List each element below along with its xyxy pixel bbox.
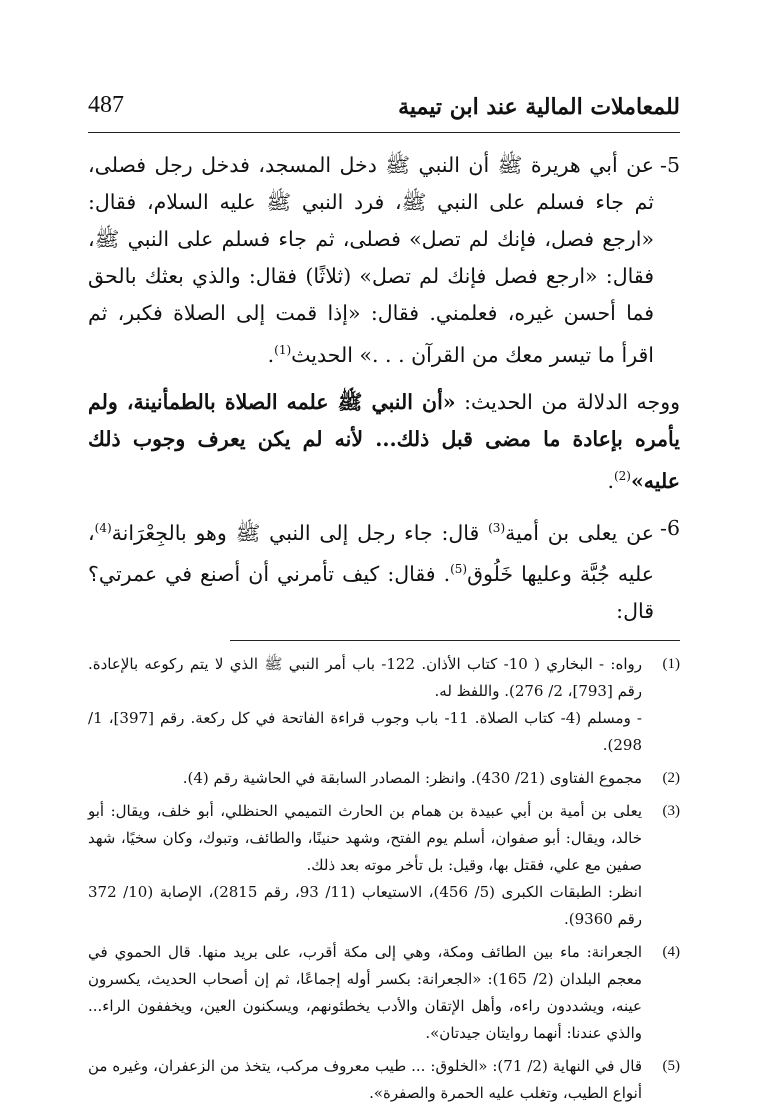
footnote-body (88, 1053, 642, 1107)
page-header (88, 92, 680, 133)
footnote-number: (4) (662, 944, 680, 961)
item-number: 5- (660, 153, 680, 177)
footnote-line: الجعرانة: ماء بين الطائف ومكة، وهي إلى مكة أقرب، على بريد منها. قال الحموي في معجم البلدان (2/ 165): «الجعرانة: بكسر أوله إجماعًا، ثم إن أصحاب الحديث، يكسرون عينه، ويشددون راءه، وأهل الإتقان والأدب يخطئونهم، ويسكنون العين، ويخففون الراء... والذي عندنا: أنهما روايتان جيدتان». (88, 943, 642, 1043)
footnote (88, 939, 680, 1047)
footnote-line: مجموع الفتاوى (21/ 430). وانظر: المصادر السابقة في الحاشية رقم (4). (182, 769, 642, 788)
evidence-intro: ووجه الدلالة من الحديث: (455, 389, 681, 414)
page-number: 487 (88, 92, 124, 118)
footnote-body (88, 939, 642, 1047)
evidence-quote: «أن النبي ﷺ علمه الصلاة بالطمأنينة، ولم يأمره بإعادة ما مضى قبل ذلك... لأنه لم يكن يعرف وجوب ذلك عليه» (88, 389, 680, 493)
footnote (88, 765, 680, 792)
running-title: للمعاملات المالية عند ابن تيمية (398, 94, 680, 120)
footnote-line: قال في النهاية (2/ 71): «الخلوق: ... طيب معروف مركب، يتخذ من الزعفران، وغيره من أنواع الطيب، وتغلب عليه الحمرة والصفرة». (88, 1057, 643, 1103)
footnotes (88, 651, 680, 1107)
evidence-end: . (607, 468, 614, 493)
item-text (88, 147, 654, 374)
main-text (88, 147, 680, 630)
item-6-part-d: . فقال: كيف تأمرني أن أصنع في عمرتي؟ قال: (88, 562, 655, 624)
footnote-number: (5) (662, 1058, 680, 1075)
footnote-number: (3) (662, 803, 680, 820)
item-6-part-a: عن يعلى بن أمية (505, 520, 655, 545)
footnote-line: انظر: الطبقات الكبرى (5/ 456)، الاستيعاب (11/ 93، رقم 2815)، الإصابة (10/ 372 رقم 9360). (88, 883, 643, 929)
footnote (88, 1053, 680, 1107)
item-5-body: عن أبي هريرة ﷺ أن النبي ﷺ دخل المسجد، فدخل رجل فصلى، ثم جاء فسلم على النبي ﷺ، فرد النبي ﷺ عليه السلام، فقال: «ارجع فصل، فإنك لم تصل» فصلى، ثم جاء فسلم على النبي ﷺ، فقال: «ارجع فصل فإنك لم تصل» (ثلاثًا) فقال: والذي بعثك بالحق فما أحسن غيره، فعلمني. فقال: «إذا قمت إلى الصلاة فكبر، ثم اقرأ ما تيسر معك من القرآن . . .» الحديث (88, 153, 655, 367)
book-page (88, 92, 680, 1113)
footnote-ref-5: (5) (450, 562, 468, 577)
hadith-item-6 (88, 510, 680, 631)
item-6-part-c: ، عليه جُبَّة وعليها خَلُوق (88, 520, 655, 587)
footnote-ref-2: (2) (613, 468, 631, 483)
item-5-end: . (267, 342, 275, 367)
item-number: 6- (660, 515, 680, 540)
footnote-body (88, 765, 642, 792)
footnote-ref-4: (4) (94, 520, 112, 535)
footnote-line: رواه: - البخاري ( 10- كتاب الأذان. 122- باب أمر النبي ﷺ الذي لا يتم ركوعه بالإعادة. رقم [793]، 2/ 276). واللفظ له. (88, 655, 642, 701)
footnote-number: (2) (662, 770, 680, 787)
item-6-part-b: قال: جاء رجل إلى النبي ﷺ وهو بالجِعْرَانة (111, 520, 489, 545)
footnote-separator (230, 640, 680, 641)
evidence-paragraph (88, 384, 680, 500)
footnote-body (88, 651, 642, 759)
footnote-body (88, 798, 642, 933)
footnote-number: (1) (662, 656, 680, 673)
hadith-item-5 (88, 147, 680, 374)
footnote-line: يعلى بن أمية بن أبي عبيدة بن همام بن الحارث التميمي الحنظلي، أبو خلف، ويقال: أبو خالد، ويقال: أبو صفوان، أسلم يوم الفتح، وشهد حنينًا، والطائف، وتبوك، وكان سخيًا، شهد صفين مع علي، فقتل بها، وقيل: بل تأخر موته بعد ذلك. (88, 802, 642, 875)
item-text (88, 510, 654, 631)
footnote-ref-1: (1) (274, 343, 292, 357)
footnote-ref-3: (3) (488, 520, 506, 535)
footnote (88, 651, 680, 759)
footnote (88, 798, 680, 933)
footnote-line: - ومسلم (4- كتاب الصلاة. 11- باب وجوب قراءة الفاتحة في كل ركعة. رقم [397]، 1/ 298). (88, 709, 642, 755)
